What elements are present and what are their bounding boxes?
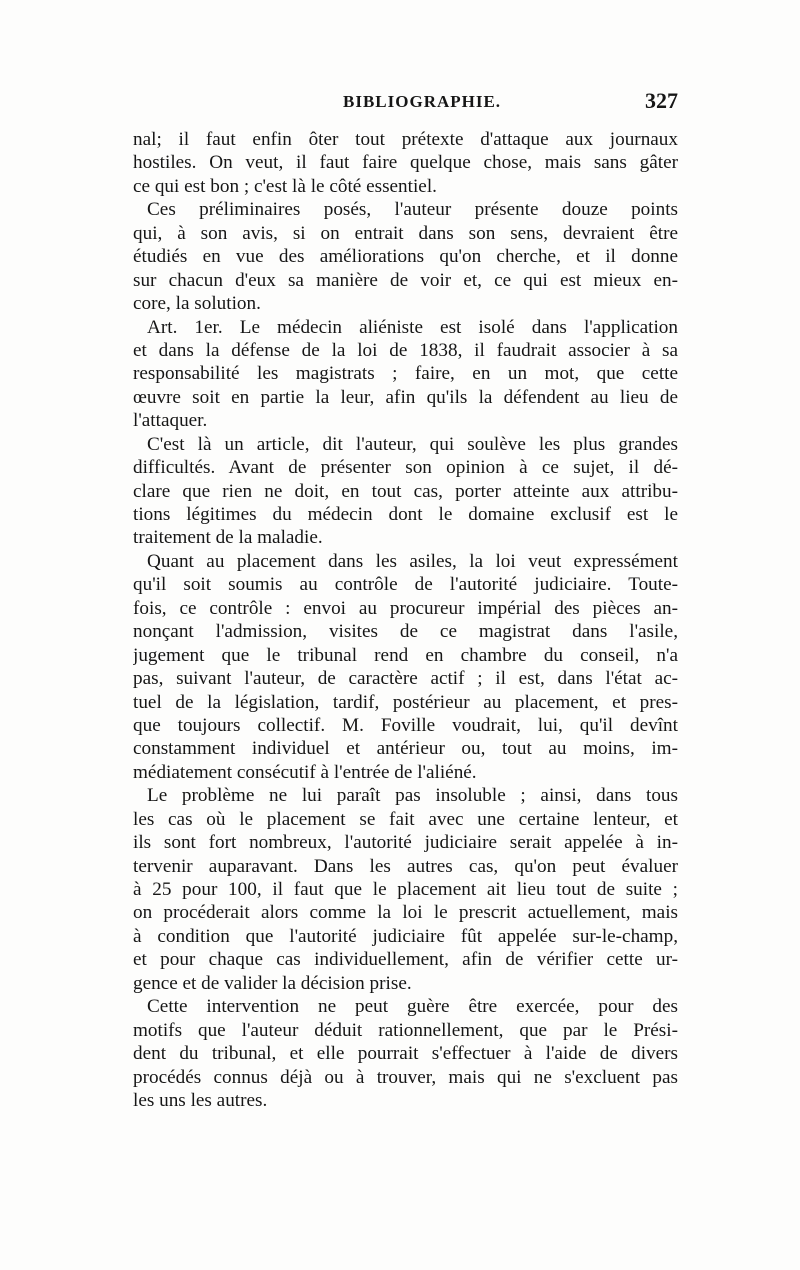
text-line: dent du tribunal, et elle pourrait s'effectuer à l'aide de divers [133,1043,678,1065]
text-line: tervenir auparavant. Dans les autres cas, qu'on peut évaluer [133,855,678,877]
text-line: responsabilité les magistrats ; faire, en un mot, que cette [133,363,678,385]
text-line: qu'il soit soumis au contrôle de l'autorité judiciaire. Toute- [133,574,678,596]
text-line: on procéderait alors comme la loi le prescrit actuellement, mais [133,902,678,924]
text-line: constamment individuel et antérieur ou, tout au moins, im- [133,738,678,760]
text-line: Ces préliminaires posés, l'auteur présente douze points [147,199,678,221]
text-line: C'est là un article, dit l'auteur, qui soulève les plus grandes [147,433,678,455]
text-line: traitement de la maladie. [133,527,323,549]
text-line: clare que rien ne doit, en tout cas, porter atteinte aux attribu- [133,480,678,502]
text-line: œuvre soit en partie la leur, afin qu'ils la défendent au lieu de [133,386,678,408]
text-line: procédés connus déjà ou à trouver, mais qui ne s'excluent pas [133,1066,678,1088]
text-line: à 25 pour 100, il faut que le placement ait lieu tout de suite ; [133,879,678,900]
text-line: Cette intervention ne peut guère être exercée, pour des [147,996,678,1018]
text-line: Le problème ne lui paraît pas insoluble ; ainsi, dans tous [147,785,678,807]
text-line: jugement que le tribunal rend en chambre du conseil, n'a [133,644,678,666]
text-line: ce qui est bon ; c'est là le côté essentiel. [133,175,437,197]
text-line: et pour chaque cas individuellement, afin de vérifier cette ur- [133,949,678,971]
text-line: Quant au placement dans les asiles, la loi veut expressément [147,550,678,572]
text-line: nonçant l'admission, visites de ce magistrat dans l'asile, [133,621,678,643]
text-line: médiatement consécutif à l'entrée de l'aliéné. [133,761,477,783]
text-line: l'attaquer. [133,410,208,432]
text-line: et dans la défense de la loi de 1838, il faudrait associer à sa [133,339,678,361]
text-line: qui, à son avis, si on entrait dans son sens, devraient être [133,222,678,244]
text-line: gence et de valider la décision prise. [133,972,412,994]
text-line: core, la solution. [133,293,261,315]
page-header [133,88,678,122]
text-line: hostiles. On veut, il faut faire quelque chose, mais sans gâter [133,152,678,174]
text-line: les uns les autres. [133,1089,268,1111]
text-line: fois, ce contrôle : envoi au procureur impérial des pièces an- [133,597,678,619]
text-line: ils sont fort nombreux, l'autorité judiciaire serait appelée à in- [133,832,678,854]
text-line: les cas où le placement se fait avec une certaine lenteur, et [133,808,678,830]
text-line: difficultés. Avant de présenter son opinion à ce sujet, il dé- [133,457,678,479]
text-line: sur chacun d'eux sa manière de voir et, ce qui est mieux en- [133,269,678,291]
text-line: pas, suivant l'auteur, de caractère actif ; il est, dans l'état ac- [133,668,678,690]
text-line: étudiés en vue des améliorations qu'on cherche, et il donne [133,246,678,268]
text-line: nal; il faut enfin ôter tout prétexte d'attaque aux journaux [133,129,678,150]
text-line: motifs que l'auteur déduit rationnellement, que par le Prési- [133,1019,678,1041]
page-number: 327 [645,88,678,113]
text-line: tions légitimes du médecin dont le domaine exclusif est le [133,504,678,525]
body-text [133,128,678,1112]
text-line: tuel de la législation, tardif, postérieur au placement, et pres- [133,691,678,713]
text-line: Art. 1er. Le médecin aliéniste est isolé dans l'application [147,316,678,338]
running-head: BIBLIOGRAPHIE. [343,92,502,111]
text-line: à condition que l'autorité judiciaire fût appelée sur-le-champ, [133,925,678,947]
text-line: que toujours collectif. M. Foville voudrait, lui, qu'il devînt [133,714,678,736]
